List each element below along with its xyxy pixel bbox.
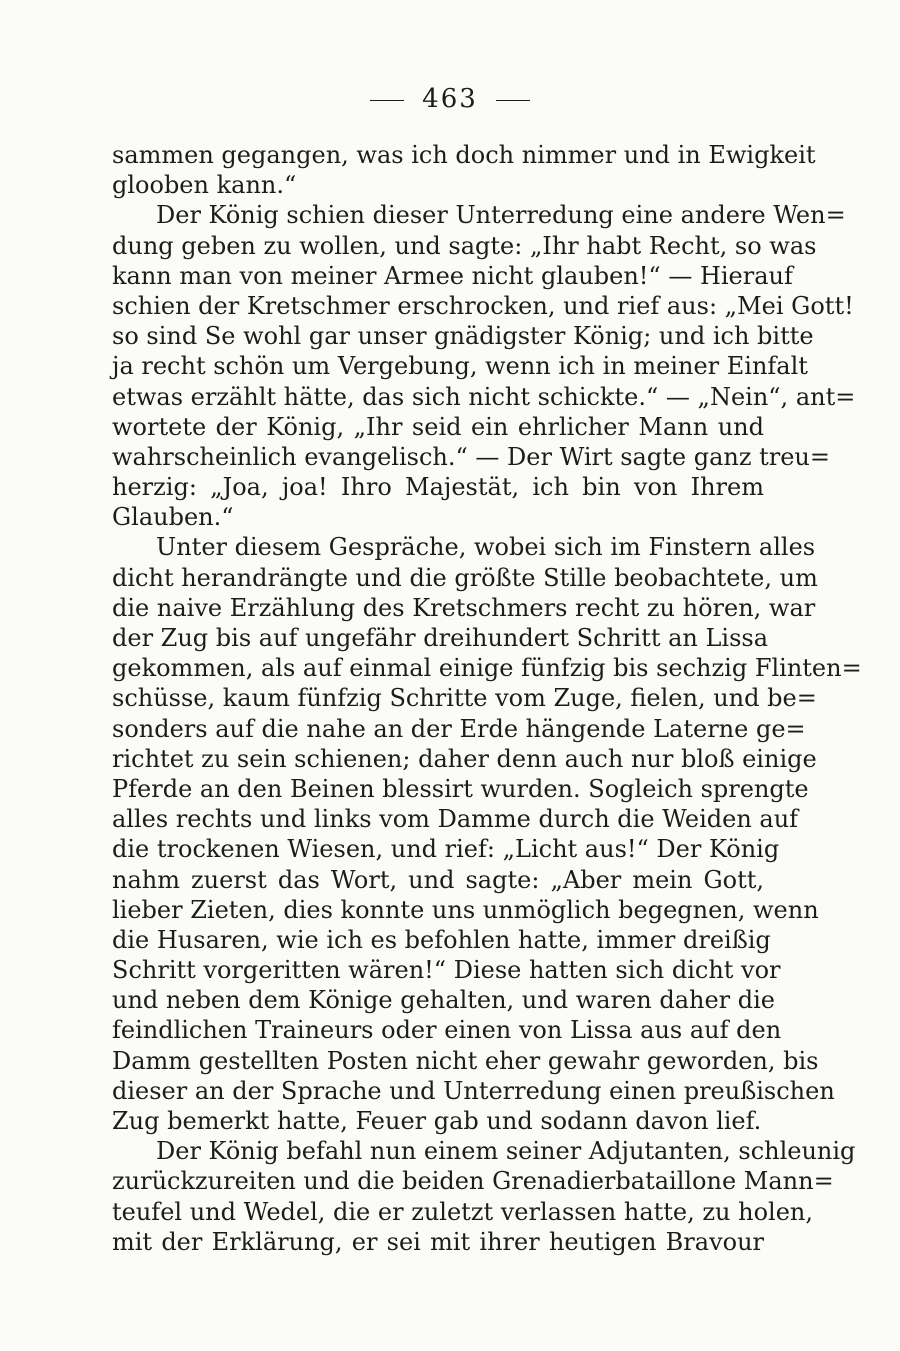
text-line: Schritt vorgeritten wären!“ Diese hatten sich dicht vor (112, 956, 781, 985)
header-dash-right (496, 100, 530, 101)
text-line: Glauben.“ (112, 503, 234, 532)
text-line: dieser an der Sprache und Unterredung einen preußischen (112, 1076, 835, 1105)
text-line: Der König schien dieser Unterredung eine andere Wen= (156, 201, 846, 230)
text-line: die trockenen Wiesen, und rief: „Licht aus!“ Der König (112, 835, 780, 864)
body-text (112, 140, 862, 1257)
text-line: der Zug bis auf ungefähr dreihundert Schritt an Lissa (112, 624, 769, 652)
text-line: herzig: „Joa, joa! Ihro Majestät, ich bin von Ihrem (112, 473, 764, 502)
text-line: nahm zuerst das Wort, und sagte: „Aber mein Gott, (112, 865, 764, 894)
text-line: dung geben zu wollen, und sagte: „Ihr habt Recht, so was (112, 231, 817, 260)
text-line: Pferde an den Beinen blessirt wurden. Sogleich sprengte (112, 774, 809, 803)
page-header (0, 84, 900, 114)
page-number: 463 (422, 84, 478, 114)
text-line: ja recht schön um Vergebung, wenn ich in meiner Einfalt (112, 352, 808, 381)
text-line: Zug bemerkt hatte, Feuer gab und sodann davon lief. (112, 1107, 762, 1135)
text-line: schien der Kretschmer erschrocken, und rief aus: „Mei Gott! (112, 291, 854, 320)
text-line: und neben dem Könige gehalten, und waren daher die (112, 986, 775, 1015)
text-line: Der König befahl nun einem seiner Adjutanten, schleunig (156, 1137, 856, 1166)
text-line: teufel und Wedel, die er zuletzt verlassen hatte, zu holen, (112, 1197, 813, 1226)
text-line: sammen gegangen, was ich doch nimmer und in Ewigkeit (112, 141, 816, 169)
text-line: wahrscheinlich evangelisch.“ — Der Wirt sagte ganz treu= (112, 442, 830, 471)
text-line: schüsse, kaum fünfzig Schritte vom Zuge, fielen, und be= (112, 684, 817, 713)
text-line: die naive Erzählung des Kretschmers recht zu hören, war (112, 593, 816, 622)
text-line: wortete der König, „Ihr seid ein ehrlicher Mann und (112, 412, 764, 441)
text-line: mit der Erklärung, er sei mit ihrer heutigen Bravour (112, 1227, 764, 1256)
text-line: sonders auf die nahe an der Erde hängende Laterne ge= (112, 714, 806, 743)
text-line: kann man von meiner Armee nicht glauben!“ — Hierauf (112, 261, 793, 290)
text-line: etwas erzählt hätte, das sich nicht schickte.“ — „Nein“, ant= (112, 382, 856, 411)
text-line: so sind Se wohl gar unser gnädigster König; und ich bitte (112, 322, 814, 351)
text-line: glooben kann.“ (112, 171, 297, 200)
text-line: zurückzureiten und die beiden Grenadierbataillone Mann= (112, 1167, 834, 1196)
text-line: Unter diesem Gespräche, wobei sich im Finstern alles (156, 533, 816, 562)
text-line: feindlichen Traineurs oder einen von Lissa aus auf den (112, 1016, 782, 1045)
text-line: die Husaren, wie ich es befohlen hatte, immer dreißig (112, 925, 771, 954)
text-line: dicht herandrängte und die größte Stille beobachtete, um (112, 563, 818, 592)
text-line: lieber Zieten, dies konnte uns unmöglich begegnen, wenn (112, 895, 819, 924)
text-line: alles rechts und links vom Damme durch die Weiden auf (112, 805, 799, 834)
text-line: Damm gestellten Posten nicht eher gewahr geworden, bis (112, 1046, 819, 1075)
header-dash-left (370, 100, 404, 101)
text-line: richtet zu sein schienen; daher denn auch nur bloß einige (112, 744, 817, 773)
text-line: gekommen, als auf einmal einige fünfzig bis sechzig Flinten= (112, 654, 862, 683)
